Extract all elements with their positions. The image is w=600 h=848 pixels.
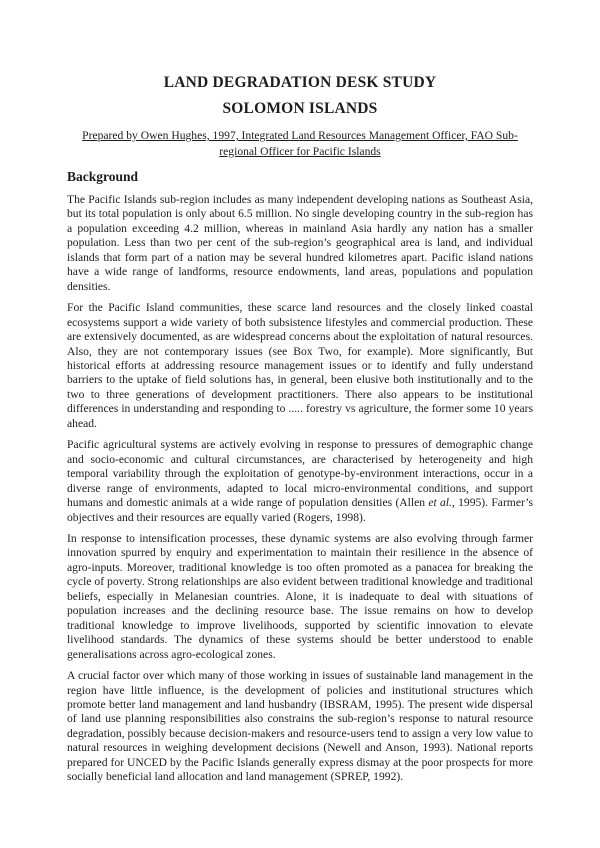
title-line-2: SOLOMON ISLANDS <box>222 100 378 117</box>
paragraph-1: The Pacific Islands sub-region includes as many independent developing nations as Southeast Asia, but its total population is only about 6.5 million. No single developing country in the sub-region has a population exceeding 4.2 million, whereas in mainland Asia hardly any nation has a smaller population. Less than two per cent of the sub-region’s geographical area is land, and individual islands that form part of a nation may be several hundred kilometres apart. Pacific island nations have a wide range of landforms, resource endowments, land areas, populations and population densities. <box>67 193 533 293</box>
paragraph-3 <box>67 438 533 525</box>
paragraph-3-text-before-citation: Pacific agricultural systems are actively evolving in response to pressures of demographic change and socio-economic and cultural circumstances, are characterised by heterogeneity and high temporal variability through the exploitation of genotype-by-environment interactions, occur in a diverse range of environments, adapted to local micro-environmental conditions, and support humans and domestic animals at a wide range of population densities (Allen <box>67 438 533 510</box>
et-al-italic: et al. <box>428 496 452 510</box>
section-heading-background: Background <box>67 169 139 184</box>
document-title <box>67 70 533 122</box>
byline-text: Prepared by Owen Hughes, 1997, Integrated Land Resources Management Officer, FAO Sub-regional Officer for Pacific Islands <box>82 129 518 158</box>
paragraph-3-text-after-citation: , 1995). Farmer’s objectives and their resources are equally varied (Rogers, 1998). <box>67 496 533 524</box>
title-line-1: LAND DEGRADATION DESK STUDY <box>163 74 437 91</box>
paragraph-4: In response to intensification processes, these dynamic systems are also evolving through farmer innovation spurred by enquiry and experimentation to maintain their resilience in the absence of agro-inputs. Moreover, traditional knowledge is too often promoted as a panacea for breaking the cycle of poverty. Strong relationships are also evident between traditional knowledge and traditional beliefs, especially in Melanesian countries. Alone, it is inadequate to deal with situations of population increases and the declining resource base. The issue remains on how to develop traditional knowledge to improve livelihoods, supported by scientific innovation to elevate livelihood standards. The dynamics of these systems should be better understood to enable generalisations across agro-ecological zones. <box>67 531 533 661</box>
paragraph-5: A crucial factor over which many of those working in issues of sustainable land management in the region have little influence, is the development of policies and institutional structures which promote better land management and land husbandry (IBSRAM, 1995). The present wide dispersal of land use planning responsibilities also constrains the sub-region’s response to natural resource degradation, possibly because decision-makers and resource-users tend to assign a very low value to natural resources in weighing development decisions (Newell and Anson, 1993). National reports prepared for UNCED by the Pacific Islands generally express dismay at the poor prospects for more socially beneficial land allocation and land management (SPREP, 1992). <box>67 669 533 784</box>
byline <box>67 128 533 159</box>
paragraph-2: For the Pacific Island communities, these scarce land resources and the closely linked coastal ecosystems support a wide variety of both subsistence lifestyles and commercial production. These are extensively documented, as are widespread concerns about the exploitation of natural resources. Also, they are not contemporary issues (see Box Two, for example). More significantly, But historical efforts at addressing resource management issues or to identify and fully understand barriers to the uptake of field solutions has, in general, been elusive both institutionally and to the two to three generations of development practitioners. There also appears to be institutional differences in understanding and responding to ..... forestry vs agriculture, the former some 10 years ahead. <box>67 301 533 430</box>
